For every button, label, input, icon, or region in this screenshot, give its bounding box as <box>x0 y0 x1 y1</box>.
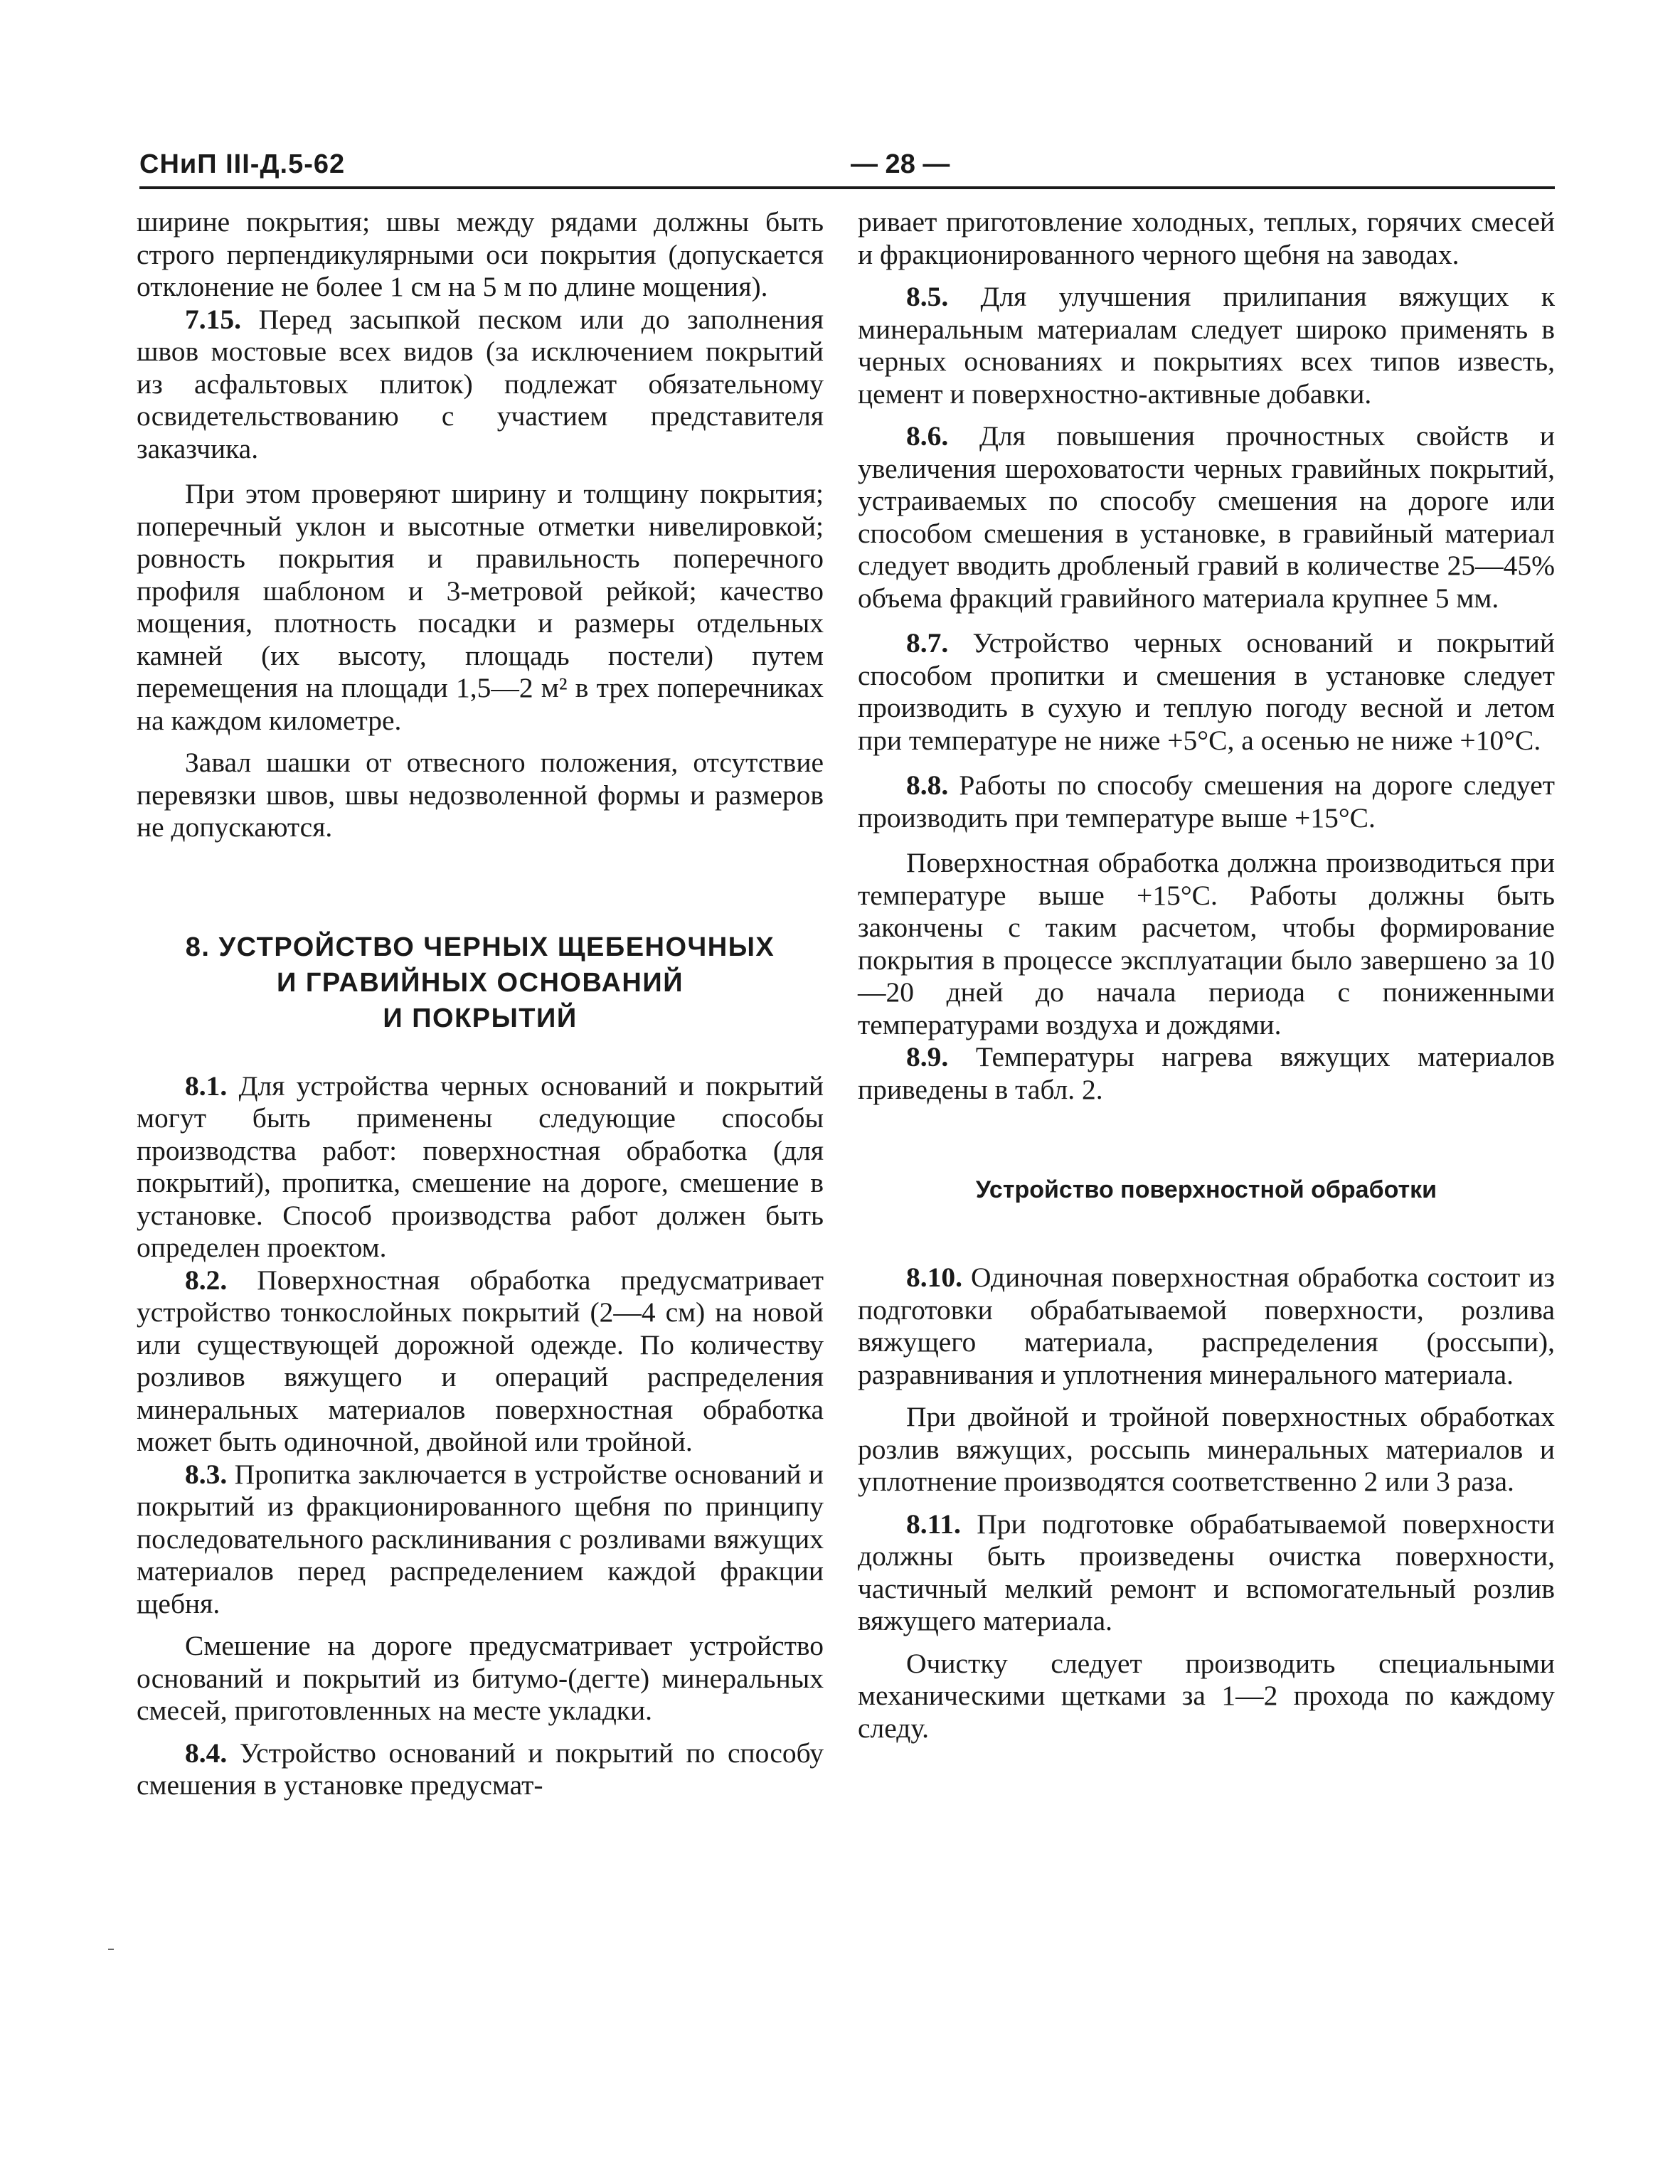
clause-text: Устройство черных оснований и покрытий способом пропитки и смешения в установке следует производить в сухую и теплую погоду весной и летом при температуре не ниже +5°C, а осенью не ниже +10°C. <box>858 627 1555 756</box>
clause-number: 8.2. <box>185 1264 228 1296</box>
clause-text: Температуры нагрева вяжущих материалов приведены в табл. 2. <box>858 1041 1556 1105</box>
paragraph: Очистку следует производить специальными механическими щетками за 1—2 прохода по каждому следу. <box>858 1647 1555 1744</box>
paragraph-8-2 <box>137 1264 824 1459</box>
clause-text: Пропитка заключается в устройстве оснований и покрытий из фракционированного щебня по принципу последовательного расклинивания с розливами вяжущих материалов перед распределением каждой фракции щебня. <box>137 1458 824 1619</box>
clause-number: 8.11. <box>906 1508 961 1540</box>
clause-number: 8.3. <box>185 1458 228 1490</box>
document-code: СНиП III-Д.5-62 <box>139 149 346 179</box>
clause-text: Поверхностная обработка предусматривает устройство тонкослойных покрытий (2—4 см) на новой или существующей дорожной одежде. По количеству розливов вяжущего и операций распределения минеральных материалов поверхностная обработка может быть одиночной, двойной или тройной. <box>137 1264 824 1457</box>
clause-text: Работы по способу смешения на дороге следует производить при температуре выше +15°C. <box>858 769 1556 833</box>
clause-number: 8.5. <box>906 281 949 312</box>
clause-text: Одиночная поверхностная обработка состоит из подготовки обрабатываемой поверхности, розлива вяжущего материала, распределения (россыпи), разравнивания и уплотнения минерального материала. <box>858 1262 1555 1390</box>
paragraph-8-4 <box>137 1737 824 1802</box>
page-header <box>139 149 1555 189</box>
clause-number: 8.4. <box>185 1737 228 1769</box>
clause-text: Перед засыпкой песком или до заполнения швов мостовые всех видов (за исключением покрытий из асфальтовых плиток) подлежат обязательному освидетельствованию с участием представителя заказчика. <box>137 303 824 464</box>
paragraph-8-8 <box>858 769 1555 834</box>
clause-text: При подготовке обрабатываемой поверхности должны быть произведены очистка поверхности, частичный мелкий ремонт и вспомогательный розлив вяжущего материала. <box>858 1508 1555 1636</box>
paragraph: ривает приготовление холодных, теплых, горячих смесей и фракционированного черного щебня на заводах. <box>858 206 1555 270</box>
paragraph: При двойной и тройной поверхностных обработках розлив вяжущих, россыпь минеральных материалов и уплотнение производятся соответственно 2 или 3 раза. <box>858 1401 1555 1497</box>
clause-number: 8.10. <box>906 1262 962 1293</box>
section-heading-line: И ГРАВИЙНЫХ ОСНОВАНИЙ <box>276 967 684 998</box>
paragraph: Завал шашки от отвесного положения, отсутствие перевязки швов, швы недозволенной формы и размеров не допускаются. <box>137 747 824 843</box>
clause-text: Устройство оснований и покрытий по способу смешения в установке предусмат- <box>137 1737 824 1801</box>
paragraph-8-3 <box>137 1459 824 1621</box>
section-heading-line: 8. УСТРОЙСТВО ЧЕРНЫХ ЩЕБЕНОЧНЫХ <box>185 932 775 962</box>
left-column <box>137 206 824 1802</box>
paragraph-8-11 <box>858 1508 1555 1638</box>
subsection-heading: Устройство поверхностной обработки <box>975 1176 1437 1203</box>
clause-number: 8.8. <box>906 769 949 801</box>
paragraph-7-15 <box>137 304 824 466</box>
paragraph-8-6 <box>858 420 1555 614</box>
paragraph-8-10 <box>858 1262 1555 1391</box>
paragraph: При этом проверяют ширину и толщину покрытия; поперечный уклон и высотные отметки нивелировкой; ровность покрытия и правильность поперечного профиля шаблоном и 3-метровой рейкой; качество мощения, плотность посадки и размеры отдельных камней (их высоту, площадь постели) путем перемещения на площади 1,5—2 м² в трех поперечниках на каждом километре. <box>137 478 824 736</box>
clause-text: Для улучшения прилипания вяжущих к минеральным материалам следует широко применять в черных основаниях и покрытиях всех типов известь, цемент и поверхностно-активные добавки. <box>858 281 1556 410</box>
paragraph: Поверхностная обработка должна производиться при температуре выше +15°C. Работы должны быть закончены с таким расчетом, чтобы формирование покрытия в процессе эксплуатации было завершено за 10—20 дней до начала периода с пониженными температурами воздуха и дождями. <box>858 847 1555 1040</box>
header-rule <box>139 186 1555 189</box>
clause-text: Для устройства черных оснований и покрытий могут быть применены следующие способы производства работ: поверхностная обработка (для покрытий), пропитка, смешение на дороге, смешение в установке. Способ производства работ должен быть определен проектом. <box>137 1070 824 1263</box>
section-heading <box>137 929 824 1036</box>
paragraph-8-7 <box>858 627 1555 757</box>
clause-number: 8.6. <box>906 420 949 452</box>
paragraph-8-1 <box>137 1070 824 1264</box>
clause-number: 7.15. <box>185 303 241 335</box>
clause-number: 8.9. <box>906 1041 949 1072</box>
clause-text: Для повышения прочностных свойств и увеличения шероховатости черных гравийных покрытий, устраиваемых по способу смешения на дороге или способом смешения в установке, в гравийный материал следует вводить дробленый гравий в количестве 25—45% объема фракций гравийного материала крупнее 5 мм. <box>858 420 1555 614</box>
clause-number: 8.1. <box>185 1070 228 1102</box>
page-number: — 28 — <box>851 149 950 179</box>
clause-number: 8.7. <box>906 627 949 659</box>
section-heading-line: И ПОКРЫТИЙ <box>383 1003 578 1033</box>
margin-mark <box>108 1949 114 1950</box>
paragraph-8-5 <box>858 281 1555 410</box>
right-column <box>858 206 1555 1744</box>
paragraph: Смешение на дороге предусматривает устройство оснований и покрытий из битумо-(дегте) минеральных смесей, приготовленных на месте укладки. <box>137 1630 824 1726</box>
paragraph-8-9 <box>858 1041 1555 1106</box>
paragraph: ширине покрытия; швы между рядами должны быть строго перпендикулярными оси покрытия (допускается отклонение не более 1 см на 5 м по длине мощения). <box>137 206 824 302</box>
